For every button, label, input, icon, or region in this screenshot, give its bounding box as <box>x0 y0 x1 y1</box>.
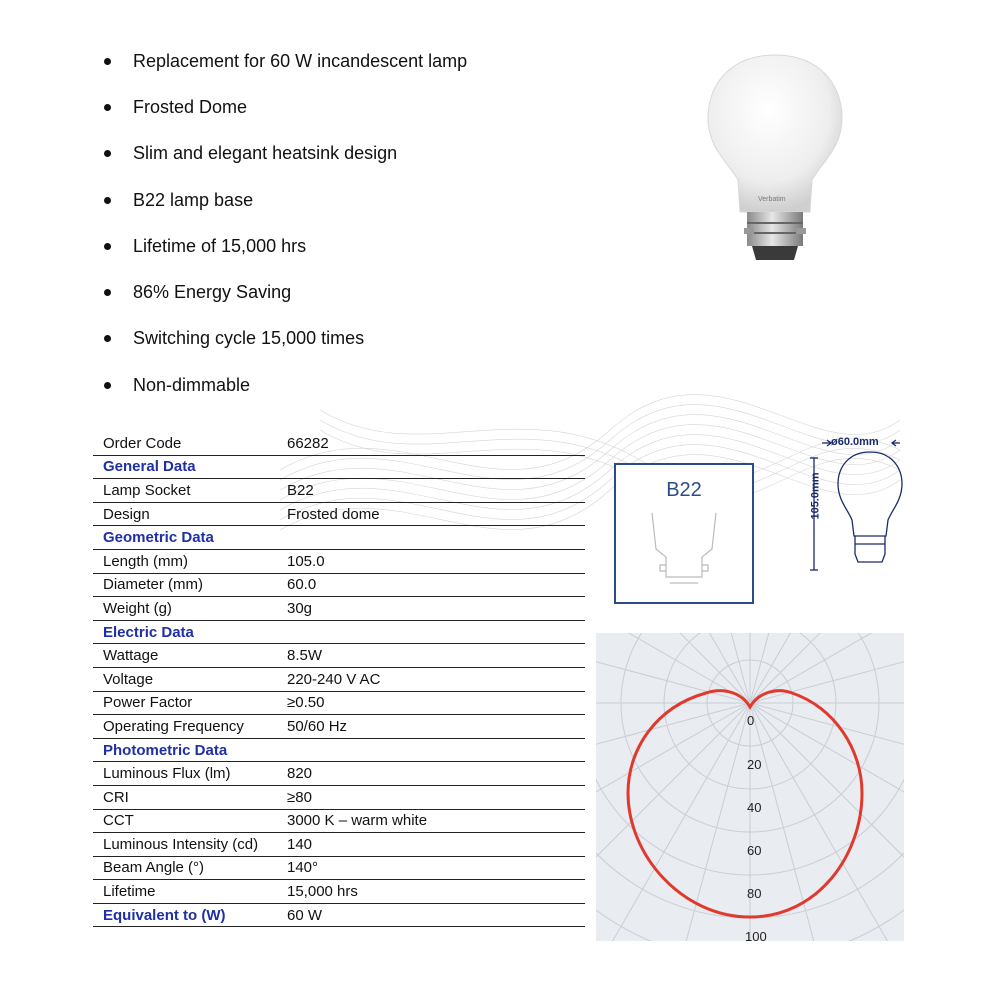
polar-chart <box>596 633 904 941</box>
spec-value: 105.0 <box>287 552 325 570</box>
list-item <box>104 269 467 315</box>
spec-value: ≥80 <box>287 788 312 806</box>
feature-text: Frosted Dome <box>133 96 248 117</box>
distribution-curve <box>628 691 862 917</box>
tick-label-0: 0 <box>747 713 755 728</box>
spec-value: 3000 K – warm white <box>287 812 428 830</box>
spec-label: Wattage <box>103 647 159 665</box>
spec-value: 820 <box>287 765 313 783</box>
spec-label: CCT <box>103 812 134 830</box>
spec-label: Luminous Intensity (cd) <box>103 835 259 853</box>
bullet-icon <box>104 58 111 65</box>
spec-label: Equivalent to (W) <box>103 906 226 924</box>
table-row <box>93 857 585 881</box>
list-item <box>104 177 467 223</box>
spec-label: Weight (g) <box>103 599 172 617</box>
dimension-drawing <box>800 430 910 580</box>
table-row <box>93 762 585 786</box>
feature-text: Lifetime of 15,000 hrs <box>133 235 307 256</box>
feature-text: 86% Energy Saving <box>133 282 292 303</box>
spec-value: 50/60 Hz <box>287 717 348 735</box>
feature-text: Switching cycle 15,000 times <box>133 328 365 349</box>
spec-label: CRI <box>103 788 129 806</box>
list-item <box>104 223 467 269</box>
section-title: Photometric Data <box>103 741 228 759</box>
lamp-brand-text: Verbatim <box>758 196 786 203</box>
spec-value: 15,000 hrs <box>287 883 358 901</box>
spec-label: Length (mm) <box>103 552 189 570</box>
table-row <box>93 432 585 456</box>
spec-value: 8.5W <box>287 647 323 665</box>
tick-label-40: 40 <box>747 800 762 815</box>
bullet-icon <box>104 150 111 157</box>
spec-value: 30g <box>287 599 313 617</box>
polar-grid-spoke <box>750 703 904 812</box>
socket-outline <box>616 465 756 606</box>
spec-label: Order Code <box>103 434 182 452</box>
list-item <box>104 38 467 84</box>
socket-diagram <box>614 463 754 604</box>
list-item <box>104 316 467 362</box>
tick-label-20: 20 <box>747 757 762 772</box>
socket-label: B22 <box>666 479 702 501</box>
section-title: General Data <box>103 458 196 476</box>
table-row <box>93 904 585 928</box>
tick-label-80: 80 <box>747 886 762 901</box>
bullet-icon <box>104 197 111 204</box>
list-item <box>104 84 467 130</box>
bullet-icon <box>104 243 111 250</box>
height-text: 105.0mm <box>809 472 822 520</box>
table-row <box>93 692 585 716</box>
lamp-product-image <box>700 50 850 280</box>
spec-label: Power Factor <box>103 694 193 712</box>
spec-value: 140 <box>287 835 313 853</box>
tick-label-100: 100 <box>745 929 767 941</box>
table-row <box>93 810 585 834</box>
spec-label: Operating Frequency <box>103 717 244 735</box>
spec-label: Voltage <box>103 670 154 688</box>
polar-grid-spoke <box>596 703 750 913</box>
spec-value: Frosted dome <box>287 505 380 523</box>
bullet-icon <box>104 335 111 342</box>
spec-value: ≥0.50 <box>287 694 325 712</box>
polar-grid-spoke <box>750 703 859 941</box>
spec-value: B22 <box>287 481 314 499</box>
spec-label: Lamp Socket <box>103 481 191 499</box>
table-row <box>93 503 585 527</box>
section-header <box>93 621 585 645</box>
spec-label: Design <box>103 505 150 523</box>
table-row <box>93 833 585 857</box>
spec-label: Diameter (mm) <box>103 576 203 594</box>
feature-list <box>104 38 467 408</box>
feature-text: Replacement for 60 W incandescent lamp <box>133 50 468 71</box>
table-row <box>93 715 585 739</box>
polar-grid-spoke <box>596 703 750 812</box>
section-header <box>93 456 585 480</box>
spec-value: 60 W <box>287 906 323 924</box>
polar-grid-spoke <box>641 703 750 941</box>
section-header <box>93 526 585 550</box>
feature-text: B22 lamp base <box>133 189 254 210</box>
bullet-icon <box>104 289 111 296</box>
table-row <box>93 550 585 574</box>
spec-value: 140° <box>287 859 319 877</box>
spec-label: Lifetime <box>103 883 156 901</box>
list-item <box>104 131 467 177</box>
table-row <box>93 479 585 503</box>
section-title: Geometric Data <box>103 529 214 547</box>
table-row <box>93 644 585 668</box>
spec-label: Luminous Flux (lm) <box>103 765 231 783</box>
spec-value: 60.0 <box>287 576 317 594</box>
feature-text: Non-dimmable <box>133 374 251 395</box>
spec-value: 66282 <box>287 434 329 452</box>
table-row <box>93 574 585 598</box>
section-header <box>93 739 585 763</box>
table-row <box>93 597 585 621</box>
bullet-icon <box>104 382 111 389</box>
tick-label-60: 60 <box>747 843 762 858</box>
spec-table <box>93 432 585 927</box>
table-row <box>93 668 585 692</box>
spec-value: 220-240 V AC <box>287 670 381 688</box>
bullet-icon <box>104 104 111 111</box>
section-title: Electric Data <box>103 623 194 641</box>
feature-text: Slim and elegant heatsink design <box>133 143 398 164</box>
diameter-text: ø60.0mm <box>831 436 879 448</box>
spec-label: Beam Angle (°) <box>103 859 205 877</box>
table-row <box>93 880 585 904</box>
table-row <box>93 786 585 810</box>
